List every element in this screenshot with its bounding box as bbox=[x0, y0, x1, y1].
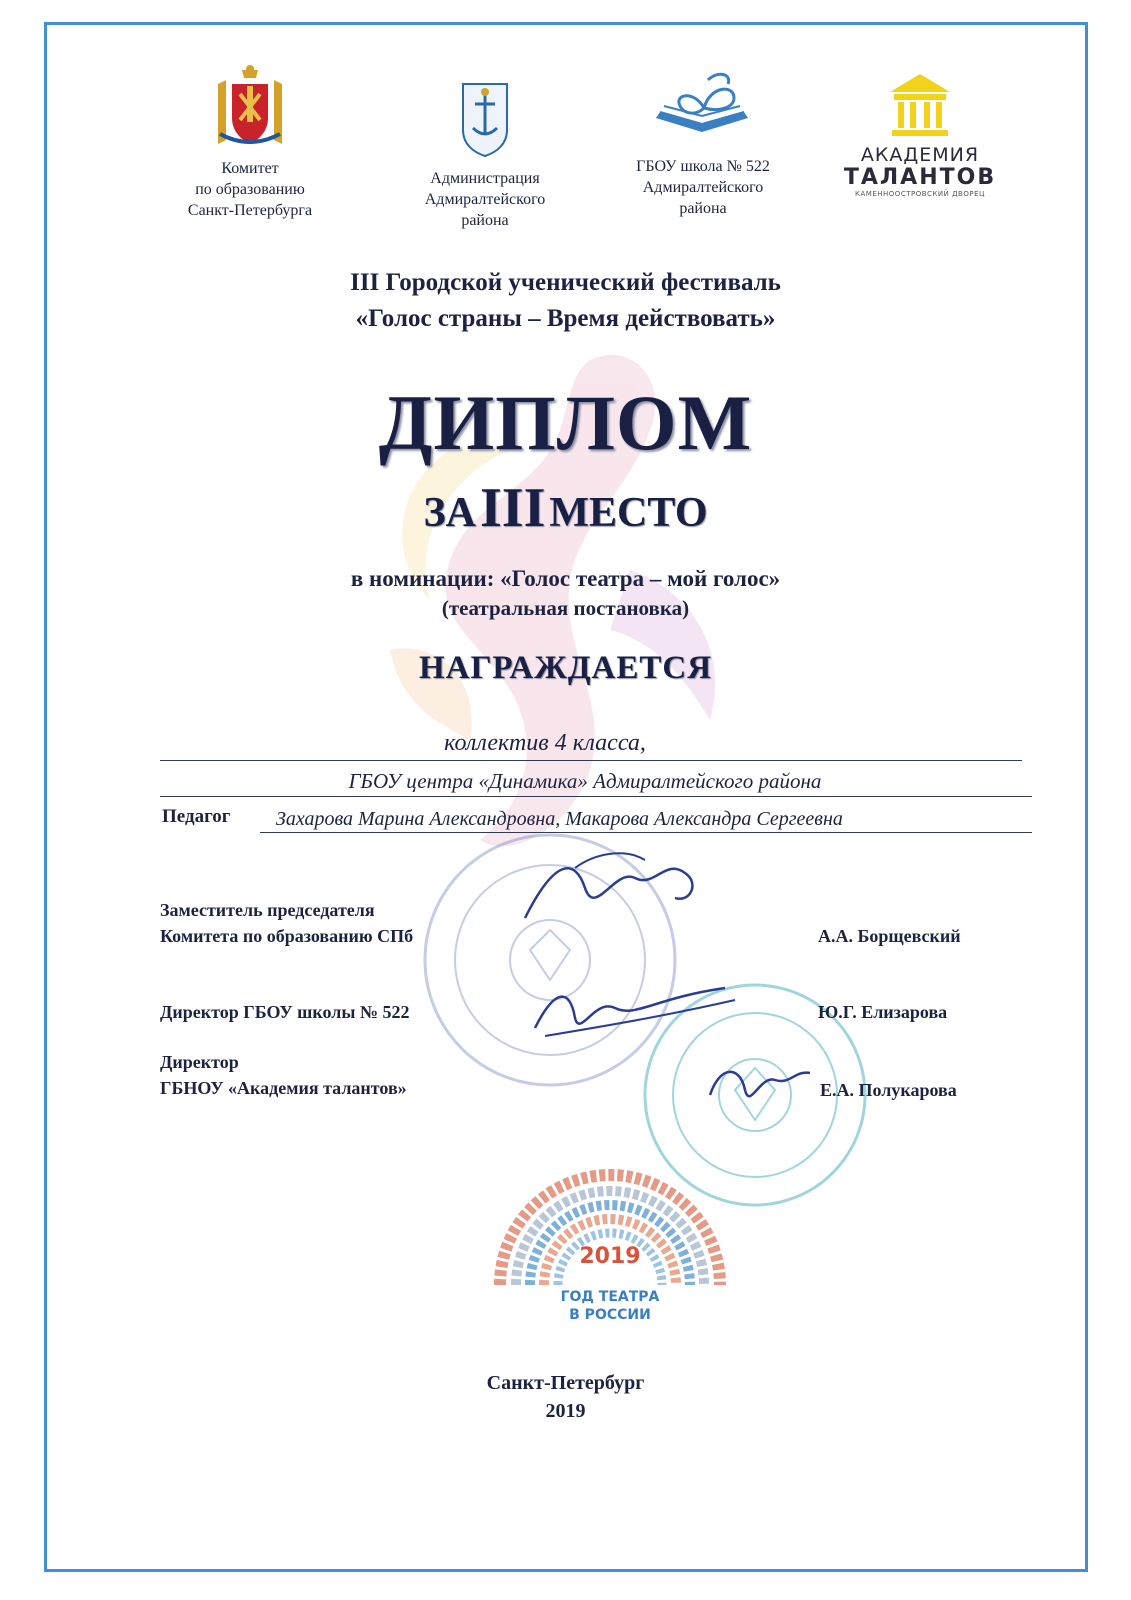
signatory-3-name: Е.А. Полукарова bbox=[820, 1080, 957, 1100]
signatory-3-title-1: Директор bbox=[160, 1052, 239, 1072]
theatre-year-line-1: ГОД ТЕАТРА bbox=[560, 1289, 660, 1305]
signatory-2-title-1: Директор ГБОУ школы № 522 bbox=[160, 1002, 410, 1022]
signatory-2-name: Ю.Г. Елизарова bbox=[818, 1002, 948, 1022]
nomination: в номинации: «Голос театра – мой голос» bbox=[350, 566, 781, 591]
academy-talents-logo-icon bbox=[880, 70, 960, 140]
open-book-heart-icon bbox=[648, 68, 758, 148]
logo-school-caption-1: ГБОУ школа № 522 bbox=[636, 158, 770, 175]
logo-academy-talents bbox=[820, 70, 1020, 198]
theatre-year-line-2: В РОССИИ bbox=[569, 1307, 651, 1323]
logo-committee bbox=[150, 64, 350, 221]
recipient-line-1: коллектив 4 класса, bbox=[444, 730, 646, 756]
signatory-1-title-1: Заместитель председателя bbox=[160, 900, 375, 920]
recipient-underline-1 bbox=[160, 760, 1022, 761]
nomination-sub: (театральная постановка) bbox=[441, 596, 690, 620]
diploma-title: ДИПЛОМ bbox=[378, 379, 753, 466]
festival-title-line-2: «Голос страны – Время действовать» bbox=[355, 305, 776, 332]
signature-polukarova-icon bbox=[700, 1055, 820, 1115]
recipient-line-2: ГБОУ центра «Динамика» Адмиралтейского района bbox=[348, 769, 822, 793]
festival-title-line-1: III Городской ученический фестиваль bbox=[350, 269, 781, 296]
logo-administration-caption-1: Администрация bbox=[430, 170, 540, 187]
signatory-3-title-2: ГБНОУ «Академия талантов» bbox=[160, 1078, 407, 1098]
logo-administration bbox=[385, 80, 585, 231]
place-prefix: ЗА bbox=[423, 490, 476, 536]
theatre-year-number: 2019 bbox=[579, 1244, 641, 1269]
teacher-value: Захарова Марина Александровна, Макарова Александра Сергеевна bbox=[276, 808, 843, 830]
logo-administration-caption-2: Адмиралтейского bbox=[424, 191, 546, 208]
academy-logo-line-2: ТАЛАНТОВ bbox=[843, 165, 997, 190]
signature-borshchevsky-icon bbox=[515, 848, 715, 938]
signatory-1-title-2: Комитета по образованию СПб bbox=[160, 926, 414, 946]
admiralty-district-emblem-icon bbox=[457, 80, 513, 160]
spb-coat-of-arms-icon bbox=[210, 64, 290, 152]
signatory-1-name: А.А. Борщевский bbox=[818, 926, 961, 946]
signature-elizarova-icon bbox=[525, 978, 745, 1048]
logo-committee-caption-1: Комитет bbox=[221, 160, 279, 177]
logo-school-522 bbox=[603, 68, 803, 219]
logo-school-caption-2: Адмиралтейского bbox=[642, 179, 764, 196]
academy-logo-line-3: КАМЕННООСТРОВСКИЙ ДВОРЕЦ bbox=[855, 190, 985, 198]
teacher-label: Педагог bbox=[162, 806, 231, 827]
place-number: III bbox=[479, 477, 546, 539]
place-line bbox=[0, 476, 1131, 540]
recipient-underline-2 bbox=[160, 796, 1032, 797]
academy-logo-line-1: АКАДЕМИЯ bbox=[860, 144, 980, 166]
logo-administration-caption-3: района bbox=[461, 212, 509, 229]
awarded-heading: НАГРАЖДАЕТСЯ bbox=[418, 650, 713, 686]
logo-committee-caption-3: Санкт-Петербурга bbox=[187, 202, 313, 219]
place-suffix: МЕСТО bbox=[549, 490, 708, 536]
footer-year: 2019 bbox=[545, 1400, 586, 1422]
logo-committee-caption-2: по образованию bbox=[195, 181, 305, 198]
logo-school-caption-3: района bbox=[679, 200, 727, 217]
footer-city: Санкт-Петербург bbox=[486, 1372, 645, 1394]
